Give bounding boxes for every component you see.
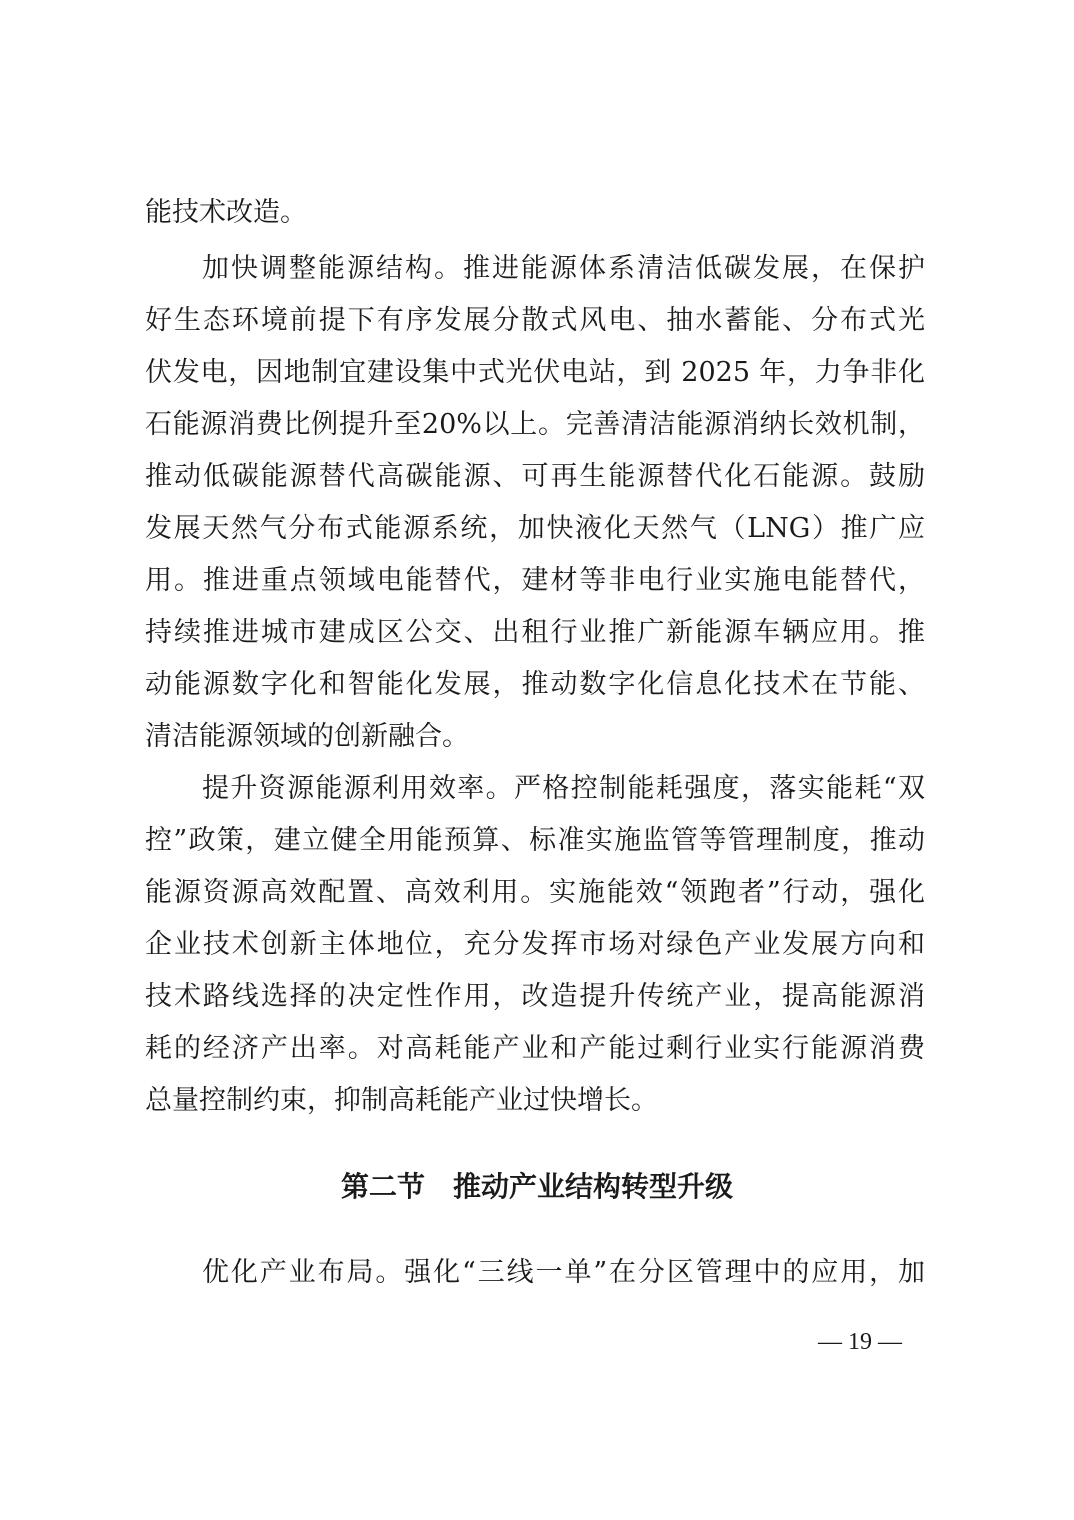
- text-line: 优化产业布局。强化“三线一单”在分区管理中的应用，加: [202, 1257, 925, 1288]
- page-number: — 19 —: [818, 1329, 902, 1355]
- text-line: 耗的经济产出率。对高耗能产业和产能过剩行业实行能源消费: [145, 1033, 925, 1064]
- text-line: 加快调整能源结构。推进能源体系清洁低碳发展，在保护: [202, 253, 925, 284]
- text-line: 清洁能源领域的创新融合。: [145, 721, 469, 752]
- text-line: 技术路线选择的决定性作用，改造提升传统产业，提高能源消: [145, 981, 925, 1012]
- text-line: 伏发电，因地制宜建设集中式光伏电站，到 2025 年，力争非化: [145, 357, 925, 388]
- text-line: 能源资源高效配置、高效利用。实施能效“领跑者”行动，强化: [145, 877, 925, 908]
- text-line: 用。推进重点领域电能替代，建材等非电行业实施电能替代，: [145, 565, 925, 596]
- text-line: 控”政策，建立健全用能预算、标准实施监管等管理制度，推动: [145, 825, 925, 856]
- section-heading: 第二节 推动产业结构转型升级: [340, 1170, 733, 1203]
- text-line: 发展天然气分布式能源系统，加快液化天然气（LNG）推广应: [145, 513, 925, 544]
- text-line: 石能源消费比例提升至20%以上。完善清洁能源消纳长效机制，: [145, 409, 925, 440]
- text-line: 动能源数字化和智能化发展，推动数字化信息化技术在节能、: [145, 669, 925, 700]
- text-line: 总量控制约束，抑制高耗能产业过快增长。: [145, 1085, 658, 1116]
- text-line: 提升资源能源利用效率。严格控制能耗强度，落实能耗“双: [202, 773, 925, 804]
- text-line: 好生态环境前提下有序发展分散式风电、抽水蓄能、分布式光: [145, 305, 925, 336]
- text-line: 企业技术创新主体地位，充分发挥市场对绿色产业发展方向和: [145, 929, 925, 960]
- text-line: 能技术改造。: [145, 197, 307, 228]
- text-line: 推动低碳能源替代高碳能源、可再生能源替代化石能源。鼓励: [145, 461, 925, 492]
- text-line: 持续推进城市建成区公交、出租行业推广新能源车辆应用。推: [145, 617, 925, 648]
